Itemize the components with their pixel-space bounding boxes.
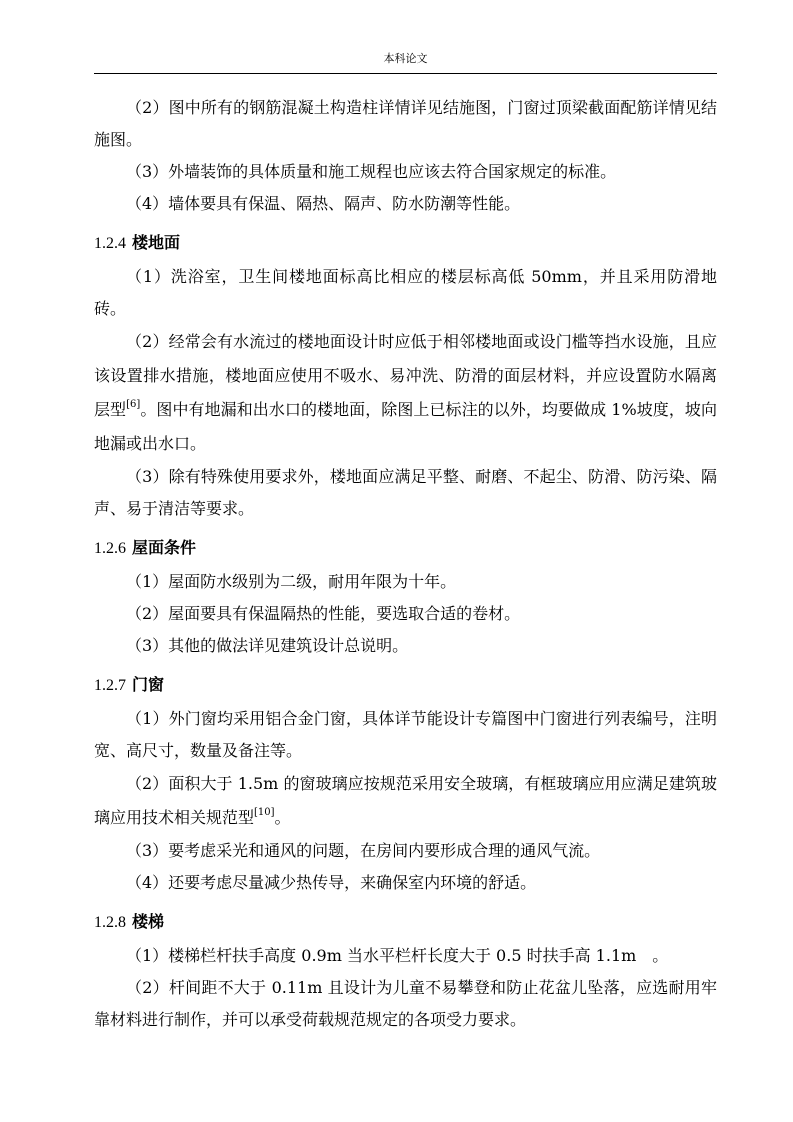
paragraph-text: 。 [274, 808, 291, 827]
section-number: 1.2.7 [94, 677, 126, 694]
page-header: 本科论文 [383, 52, 428, 65]
paragraph-floor-3: （3）除有特殊使用要求外，楼地面应满足平整、耐磨、不起尘、防滑、防污染、隔声、易于清洁等要求。 [94, 467, 717, 518]
paragraph-stairs-1: （1）楼梯栏杆扶手高度 0.9m 当水平栏杆长度大于 0.5 时扶手高 1.1m 。 [126, 946, 669, 965]
section-heading-roof [94, 538, 717, 559]
section-number: 1.2.4 [94, 235, 126, 252]
paragraph-roof-2: （2）屋面要具有保温隔热的性能，要选取合适的卷材。 [126, 604, 521, 623]
paragraph-stairs-2: （2）杆间距不大于 0.11m 且设计为儿童不易攀登和防止花盆儿坠落，应选耐用牢靠材料进行制作，并可以承受荷载规范规定的各项受力要求。 [94, 978, 717, 1029]
paragraph-roof-1: （1）屋面防水级别为二级，耐用年限为十年。 [126, 572, 457, 591]
document-body [94, 92, 717, 1036]
section-number: 1.2.8 [94, 914, 126, 931]
citation-ref: [6] [126, 399, 141, 410]
paragraph-structural-details: （2）图中所有的钢筋混凝土构造柱详情详见结施图，门窗过顶梁截面配筋详情见结施图。 [94, 98, 717, 149]
paragraph-doors-1: （1）外门窗均采用铝合金门窗，具体详节能设计专篇图中门窗进行列表编号，注明宽、高尺寸，数量及备注等。 [94, 709, 717, 760]
citation-ref: [10] [254, 807, 275, 818]
section-heading-floor [94, 233, 717, 254]
paragraph-text: 。图中有地漏和出水口的楼地面，除图上已标注的以外，均要做成 1%坡度，坡向地漏或出水口。 [94, 400, 717, 453]
paragraph-roof-3: （3）其他的做法详见建筑设计总说明。 [126, 636, 409, 655]
paragraph-floor-1: （1）洗浴室，卫生间楼地面标高比相应的楼层标高低 50mm，并且采用防滑地砖。 [94, 267, 717, 318]
section-title: 门窗 [132, 675, 165, 694]
paragraph-doors-3: （3）要考虑采光和通风的问题，在房间内要形成合理的通风气流。 [126, 841, 601, 860]
paragraph-doors-2 [94, 767, 717, 835]
paragraph-exterior-decoration: （3）外墙装饰的具体质量和施工规程也应该去符合国家规定的标准。 [126, 162, 617, 181]
section-title: 楼梯 [132, 912, 165, 931]
paragraph-wall-performance: （4）墙体要具有保温、隔热、隔声、防水防潮等性能。 [126, 194, 521, 213]
paragraph-floor-2 [94, 325, 717, 461]
header-divider [94, 73, 717, 74]
section-number: 1.2.6 [94, 540, 126, 557]
section-title: 屋面条件 [132, 538, 197, 557]
section-heading-doors-windows [94, 675, 717, 696]
section-heading-stairs [94, 912, 717, 933]
paragraph-text: （2）面积大于 1.5m 的窗玻璃应按规范采用安全玻璃，有框玻璃应用应满足建筑玻璃应用技术相关规范型 [94, 774, 717, 827]
paragraph-doors-4: （4）还要考虑尽量减少热传导，来确保室内环境的舒适。 [126, 873, 537, 892]
paragraph-text: （2）经常会有水流过的楼地面设计时应低于相邻楼地面或设门槛等挡水设施，且应该设置排水措施，楼地面应使用不吸水、易冲洗、防滑的面层材料，并应设置防水隔离层型 [94, 332, 717, 419]
section-title: 楼地面 [132, 233, 181, 252]
